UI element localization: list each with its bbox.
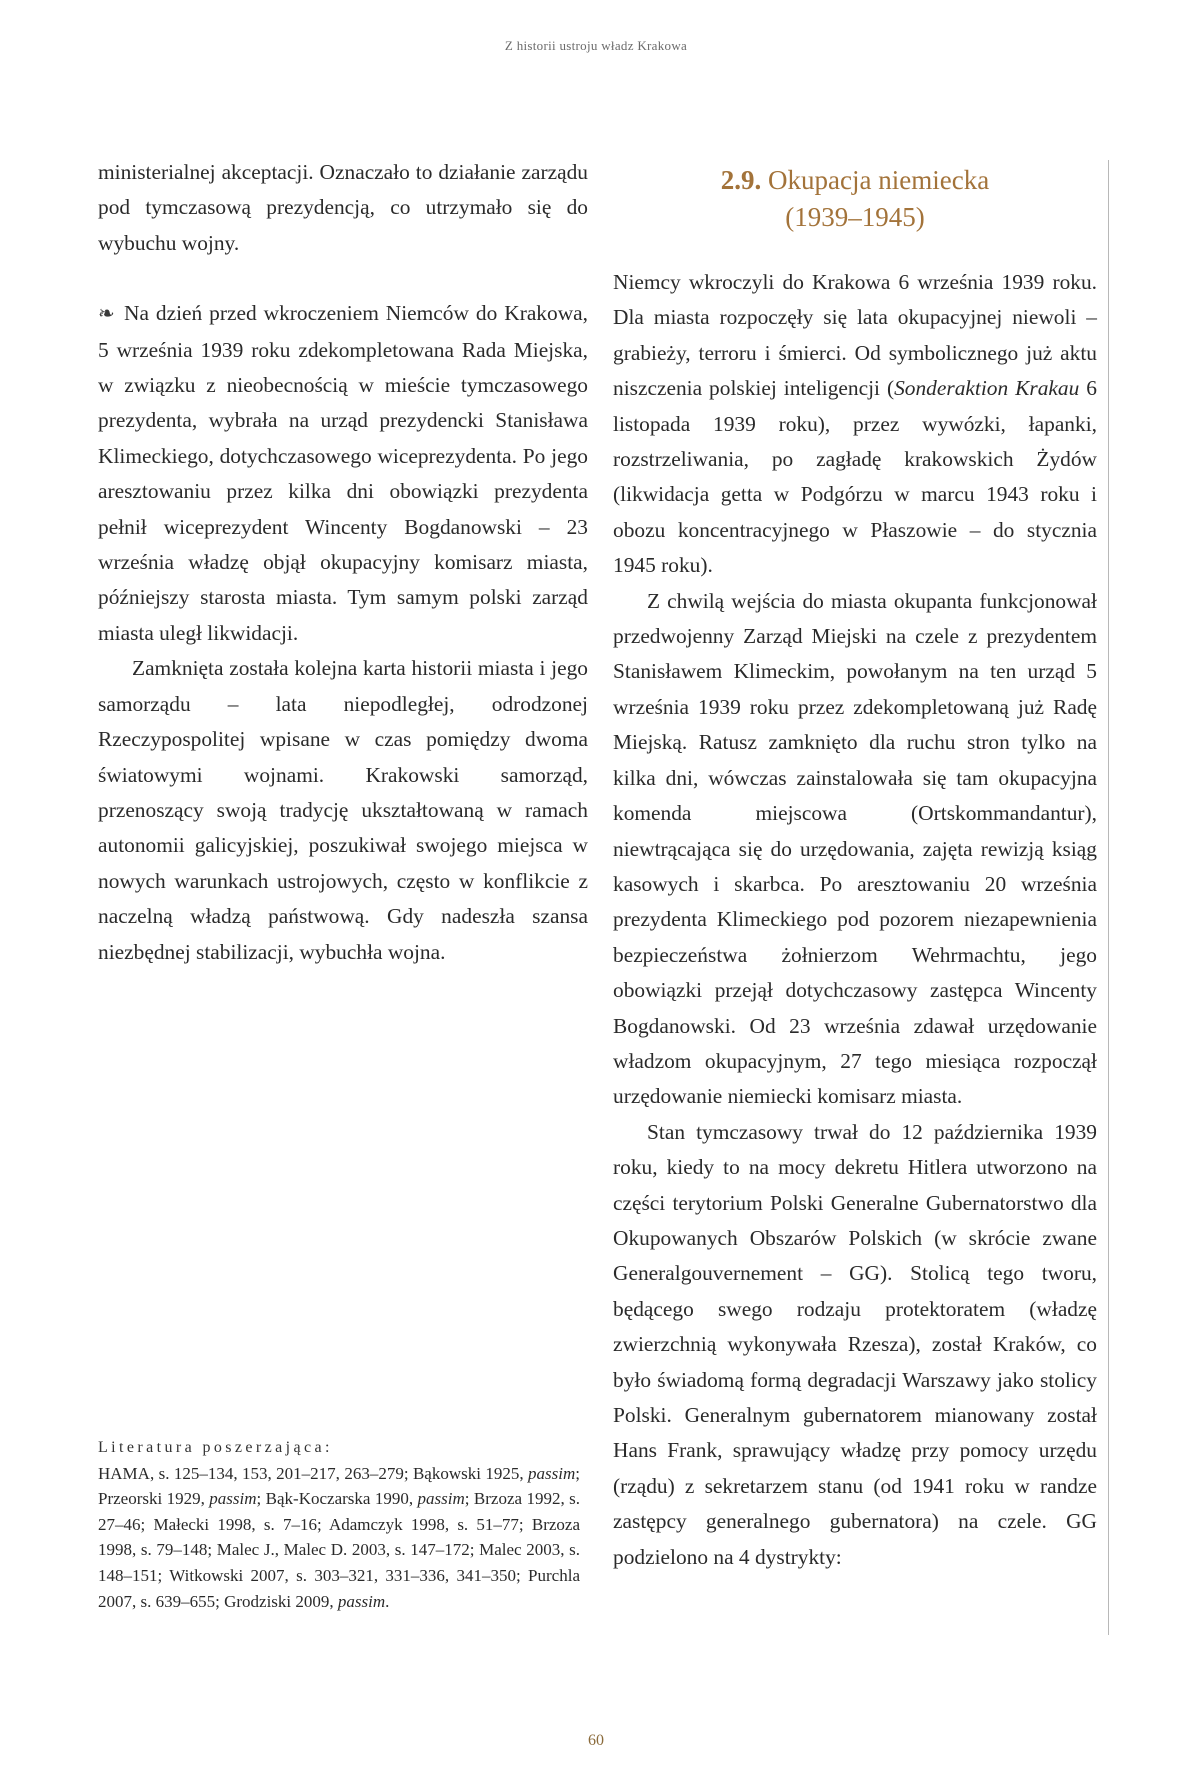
paragraph-intro — [613, 265, 1097, 584]
column-rule — [1108, 160, 1109, 1635]
section-title-line2: (1939–1945) — [785, 202, 925, 232]
paragraph-occupation: Z chwilą wejścia do miasta okupanta funkcjonował przedwojenny Zarząd Miejski na czele z prezydentem Stanisławem Klimeckim, powołanym na ten urząd 5 września 1939 roku przez zdekompletowaną już Radę Miejską. Ratusz zamknięto dla ruchu stron tylko na kilka dni, wówczas zainstalowała się tam okupacyjna komenda miejscowa (Ortskommandantur), niewtrącająca się do urzędowania, zajęta rewizją ksiąg kasowych i skarbca. Po aresztowaniu 20 września prezydenta Klimeckiego pod pozorem niezapewnienia bezpieczeństwa żołnierzom Wehrmachtu, jego obowiązki przejął dotychczasowy zastępca Wincenty Bogdanowski. Od 23 września zdawał urzędowanie władzom okupacyjnym, 27 tego miesiąca rozpoczął urzędowanie niemiecki komisarz miasta. — [613, 588, 1097, 1109]
right-column — [613, 265, 1097, 1575]
paragraph-continuation: ministerialnej akceptacji. Oznaczało to działanie zarządu pod tymczasową prezydencją, co utrzymało się do wybuchu wojny. — [98, 160, 588, 255]
bibliography — [98, 1435, 580, 1614]
paragraph-gg: Stan tymczasowy trwał do 12 października 1939 roku, kiedy to na mocy dekretu Hitlera utworzono na części terytorium Polski Generalne Gubernatorstwo dla Okupowanych Obszarów Polskich (w skrócie zwane Generalgouvernement – GG). Stolicą tego tworu, będącego swego rodzaju protektoratem (władzę zwierzchnią wykonywała Rzesza), został Kraków, co było świadomą formą degradacji Warszawy jako stolicy Polski. Generalnym gubernatorem mianowany został Hans Frank, sprawujący władzę przy pomocy urzędu (rządu) z sekretarzem stanu (od 1941 roku w randze zastępcy generalnego gubernatora) na czele. GG podzielono na 4 dystrykty: — [613, 1119, 1097, 1569]
paragraph-italic: Sonderaktion Krakau — [894, 376, 1080, 401]
paragraph-segment: 6 listopada 1939 roku), przez wywózki, łapanki, rozstrzeliwania, po zagładę krakowskich Żydów (likwidacja getta w Podgórzu w marcu 1943 roku i obozu koncentracyjnego w Płaszowie – do stycznia 1945 roku). — [613, 376, 1097, 578]
bibliography-segment: HAMA, s. 125–134, 153, 201–217, 263–279; Bąkowski 1925, — [98, 1463, 529, 1483]
bibliography-text — [98, 1461, 580, 1615]
bibliography-italic: passim — [209, 1489, 257, 1509]
bibliography-heading: Literatura poszerzająca: — [98, 1439, 333, 1456]
bibliography-segment: ; Bąk-Koczarska 1990, — [256, 1489, 418, 1509]
paragraph-closing: Zamknięta została kolejna karta historii miasta i jego samorządu – lata niepodległej, odrodzonej Rzeczypospolitej wpisane w czas pomiędzy dwoma światowymi wojnami. Krakowski samorząd, przenoszący swoją tradycję ukształtowaną w ramach autonomii galicyjskiej, poszukiwał swojego miejsca w nowych warunkach ustrojowych, często w konflikcie z naczelną władzą państwową. Gdy nadeszła szansa niezbędnej stabilizacji, wybuchła wojna. — [98, 656, 588, 964]
paragraph-text: Na dzień przed wkroczeniem Niemców do Krakowa, 5 września 1939 roku zdekompletowana Rada Miejska, w związku z nieobecnością w mieście tymczasowego prezydenta, wybrała na urząd prezydencki Stanisława Klimeckiego, dotychczasowego wiceprezydenta. Po jego aresztowaniu przez kilka dni obowiązki prezydenta pełnił wiceprezydent Wincenty Bogdanowski – 23 września władzę objął okupacyjny komisarz miasta, późniejszy starosta miasta. Tym samym polski zarząd miasta uległ likwidacji. — [98, 301, 588, 645]
bibliography-segment: ; Przeorski 1929, — [98, 1463, 580, 1509]
bibliography-italic: passim — [337, 1591, 386, 1611]
bibliography-italic: passim — [417, 1489, 465, 1509]
bibliography-segment: ; Brzoza 1992, s. 27–46; Małecki 1998, s. 7–16; Adamczyk 1998, s. 51–77; Brzoza 1998, s. 79–148; Malec J., Malec D. 2003, s. 147–172; Malec 2003, s. 148–151; Witkowski 2007, s. 303–321, 331–336, 341–350; Purchla 2007, s. 639–655; Grodziski 2009, — [98, 1489, 580, 1611]
paragraph-fleuron — [98, 296, 588, 651]
left-column — [98, 155, 588, 970]
fleuron-icon: ❧ — [98, 303, 115, 326]
section-heading — [613, 162, 1097, 236]
section-title-line1: Okupacja niemiecka — [768, 165, 990, 195]
paragraph-segment: Niemcy wkroczyli do Krakowa 6 września 1939 roku. Dla miasta rozpoczęły się lata okupacyjnej niewoli – grabieży, terroru i śmierci. Od symbolicznego już aktu niszczenia polskiej inteligencji ( — [613, 270, 1097, 401]
running-header: Z historii ustroju władz Krakowa — [504, 38, 688, 53]
bibliography-segment: . — [385, 1591, 390, 1611]
bibliography-italic: passim — [528, 1463, 576, 1483]
page-number: 60 — [588, 1732, 604, 1749]
section-number: 2.9. — [720, 165, 762, 195]
